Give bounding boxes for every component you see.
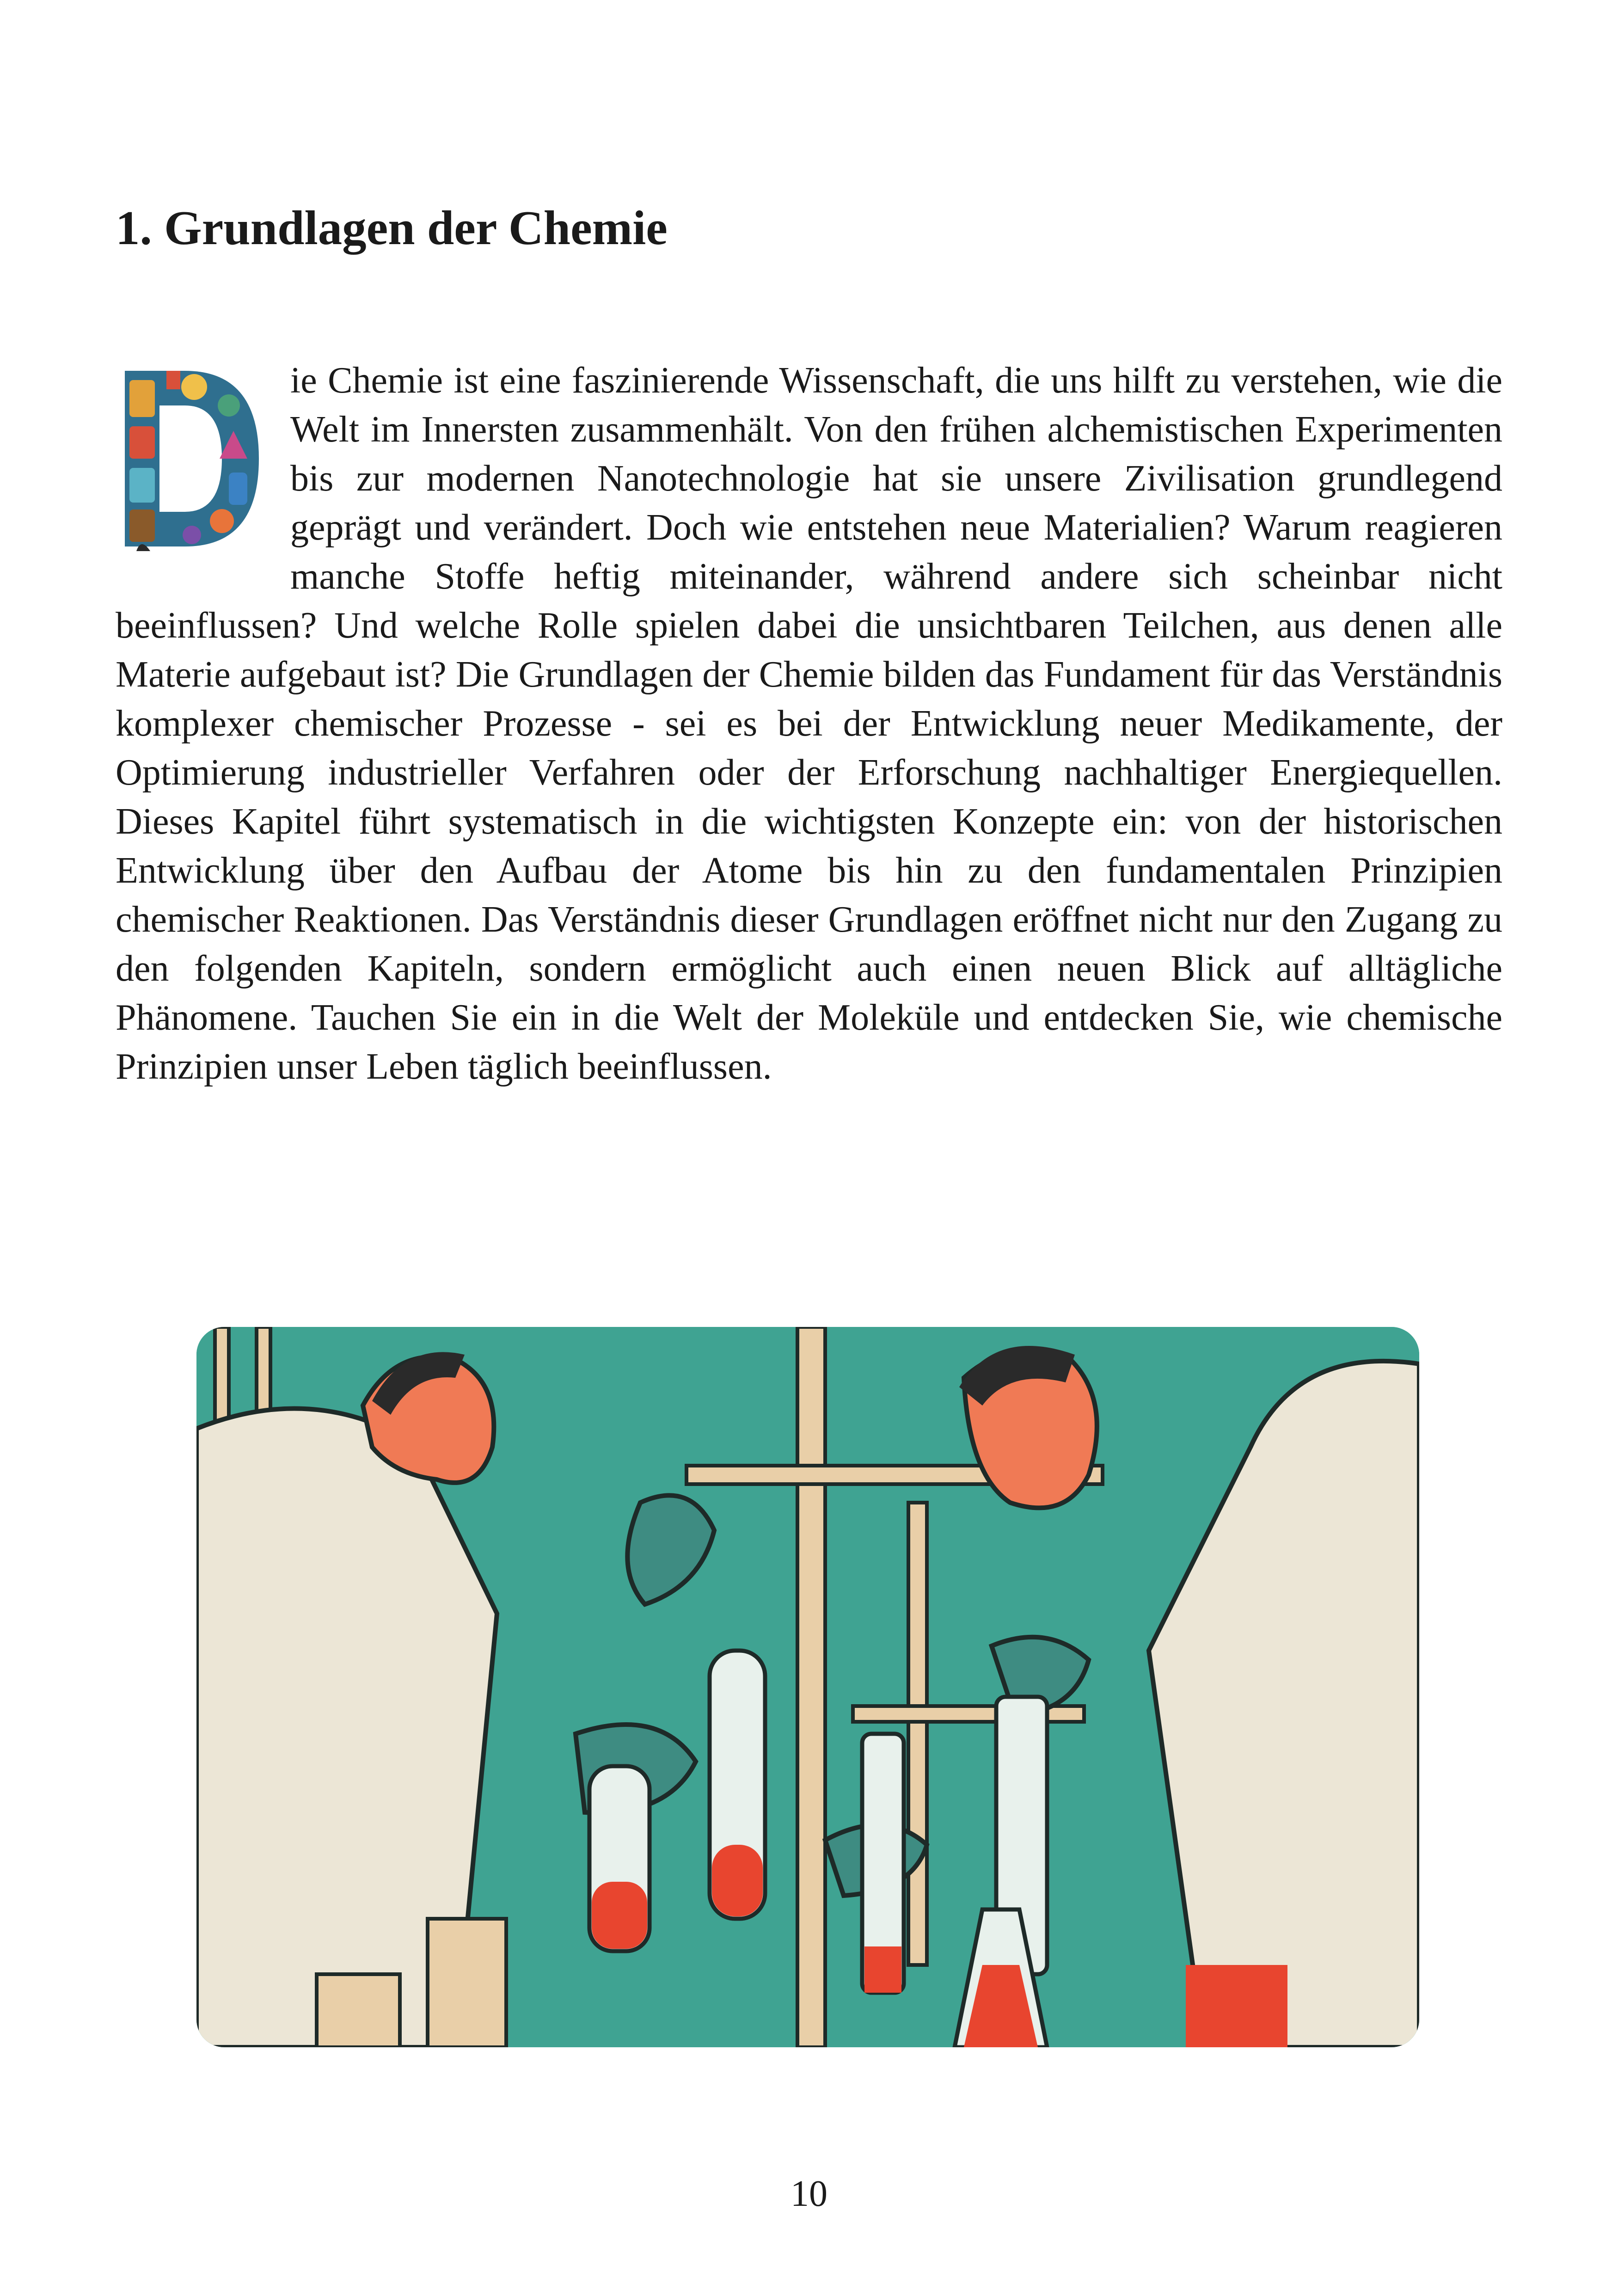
chapter-title: 1. Grundlagen der Chemie	[116, 201, 668, 255]
intro-text	[116, 356, 1502, 1091]
dropcap-illustration	[116, 362, 268, 556]
page-number: 10	[791, 2173, 827, 2214]
lab-illustration	[196, 1327, 1419, 2047]
intro-paragraph: ie Chemie ist eine faszinierende Wissenschaft, die uns hilft zu verstehen, wie die Welt im Innersten zusammenhält. Von den frühen alchemistischen Experimenten bis zur modernen Nanotechnologie hat sie unsere Zivilisation grundlegend geprägt und verändert. Doch wie entstehen neue Materialien? Warum reagieren manche Stoffe heftig miteinander, während andere sich scheinbar nicht beeinflussen? Und welche Rolle spielen dabei die unsichtbaren Teilchen, aus denen alle Materie aufgebaut ist? Die Grundlagen der Chemie bilden das Fundament für das Verständnis komplexer chemischer Prozesse - sei es bei der Entwicklung neuer Medikamente, der Optimierung industrieller Verfahren oder der Erforschung nachhaltiger Energiequellen. Dieses Kapitel führt systematisch in die wichtigsten Konzepte ein: von der historischen Entwicklung über den Aufbau der Atome bis hin zu den fundamentalen Prinzipien chemischer Reaktionen. Das Verständnis dieser Grundlagen eröffnet nicht nur den Zugang zu den folgenden Kapiteln, sondern ermöglicht auch einen neuen Blick auf alltägliche Phänomene. Tauchen Sie ein in die Welt der Moleküle und entdecken Sie, wie chemische Prinzipien unser Leben täglich beeinflussen.	[116, 360, 1502, 1087]
